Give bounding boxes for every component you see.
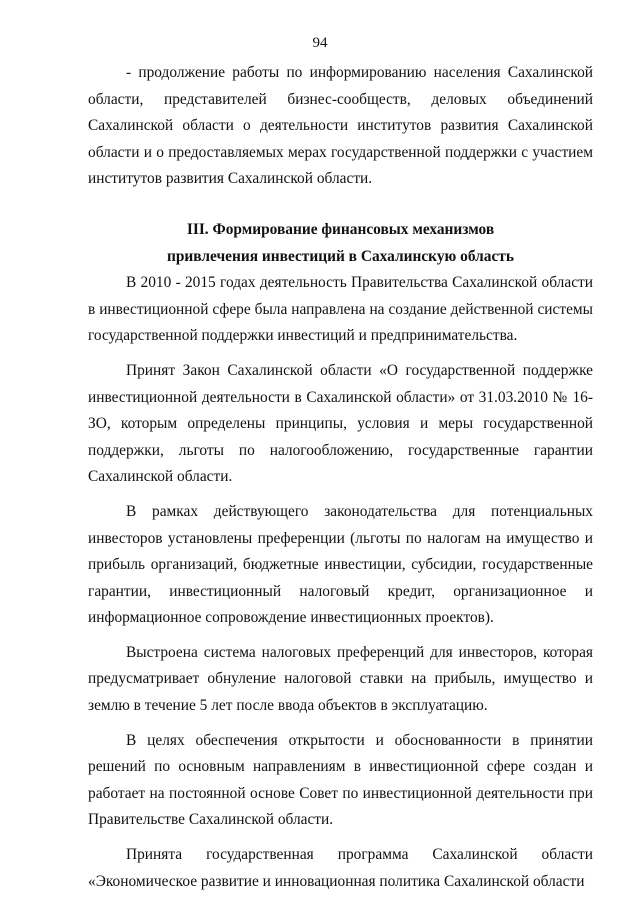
paragraph-investment-activity: В 2010 - 2015 годах деятельность Правительства Сахалинской области в инвестиционной сфере была направлена на создание действенной системы государственной поддержки инвестиций и предпринимательства. — [88, 274, 593, 345]
paragraph-tax-preferences: Выстроена система налоговых преференций для инвесторов, которая предусматривает обнуление налоговой ставки на прибыль, имущество и землю в течение 5 лет после ввода объектов в эксплуатацию. — [88, 643, 593, 715]
intro-paragraph: - продолжение работы по информированию населения Сахалинской области, представителей бизнес-сообществ, деловых объединений Сахалинской области о деятельности институтов развития Сахалинской области и о предоставляемых мерах государственной поддержки с участием институтов развития Сахалинской области. — [88, 64, 593, 188]
section-heading-line-2: привлечения инвестиций в Сахалинскую область — [167, 247, 514, 265]
page-number: 94 — [312, 35, 328, 51]
paragraph-investor-preferences: В рамках действующего законодательства для потенциальных инвесторов установлены преференции (льготы по налогам на имущество и прибыль организаций, бюджетные инвестиции, субсидии, государственные гарантии, инвестиционный налоговый кредит, организационное и информационное сопровождение инвестиционных проектов). — [88, 502, 593, 627]
paragraph-law-adopted: Принят Закон Сахалинской области «О государственной поддержке инвестиционной деятельности в Сахалинской области» от 31.03.2010 № 16-ЗО, которым определены принципы, условия и меры государственной поддержки, льготы по налогообложению, государственные гарантии Сахалинской области. — [88, 361, 593, 486]
section-heading-line-1: III. Формирование финансовых механизмов — [186, 220, 495, 238]
paragraph-state-program: Принята государственная программа Сахалинской области «Экономическое развитие и инновационная политика Сахалинской области — [88, 846, 593, 890]
document-body — [88, 60, 593, 895]
paragraph-investment-council: В целях обеспечения открытости и обоснованности в принятии решений по основным направлениям в инвестиционной сфере создан и работает на постоянной основе Совет по инвестиционной деятельности при Правительстве Сахалинской области. — [88, 731, 593, 829]
